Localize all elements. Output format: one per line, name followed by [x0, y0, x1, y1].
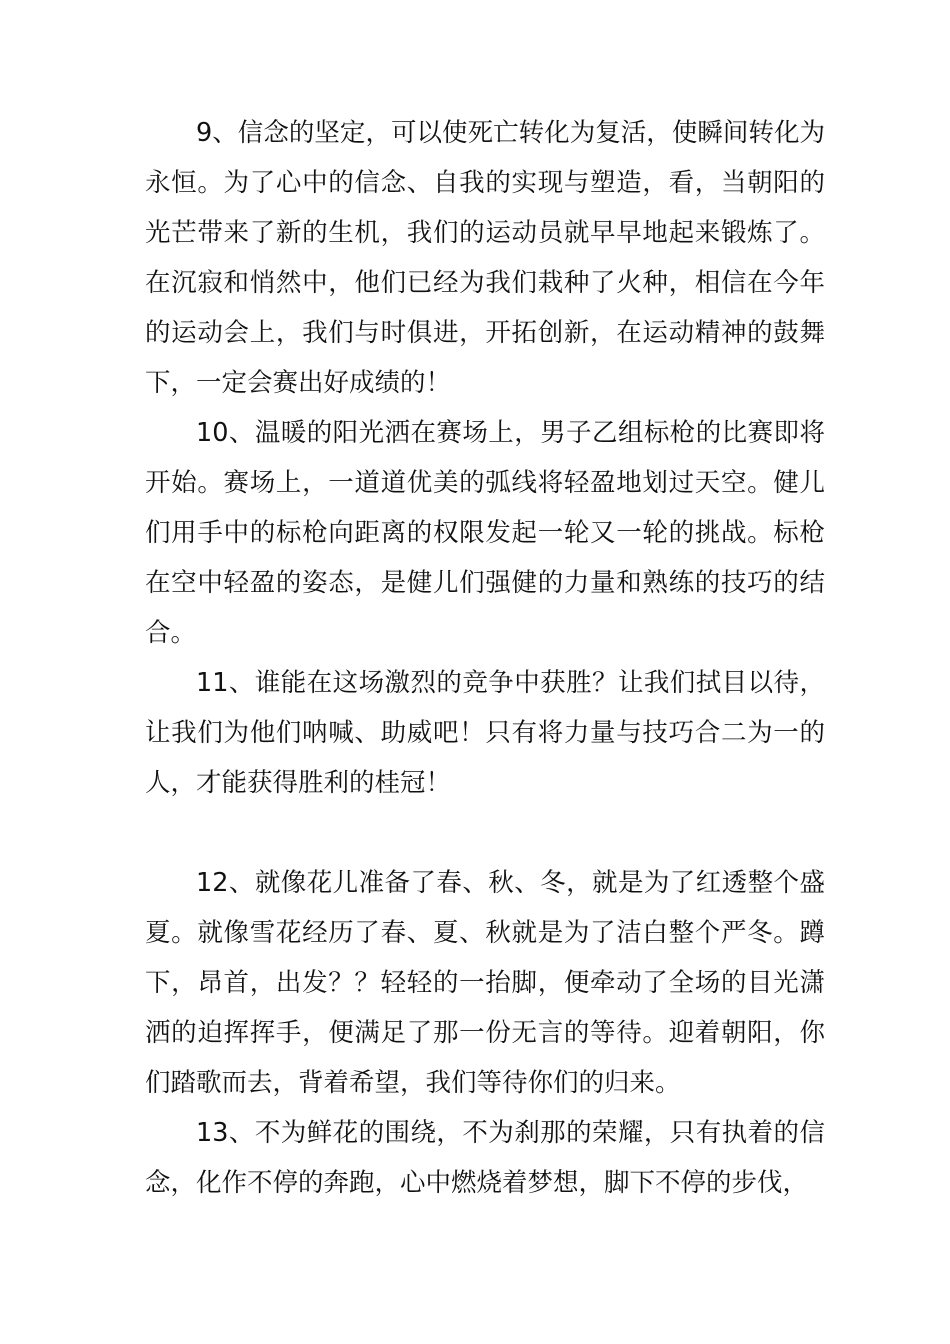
paragraph-11: 11、谁能在这场激烈的竞争中获胜？让我们拭目以待，让我们为他们呐喊、助威吧！只有将力量与技巧合二为一的人，才能获得胜利的桂冠！	[145, 668, 825, 798]
document-body	[145, 108, 825, 1208]
paragraph-12: 12、就像花儿准备了春、秋、冬，就是为了红透整个盛夏。就像雪花经历了春、夏、秋就是为了洁白整个严冬。蹲下，昂首，出发？？轻轻的一抬脚，便牵动了全场的目光潇洒的迫挥挥手，便满足了那一份无言的等待。迎着朝阳，你们踏歌而去，背着希望，我们等待你们的归来。	[145, 868, 825, 1098]
paragraph-9: 9、信念的坚定，可以使死亡转化为复活，使瞬间转化为永恒。为了心中的信念、自我的实现与塑造，看，当朝阳的光芒带来了新的生机，我们的运动员就早早地起来锻炼了。在沉寂和悄然中，他们已经为我们栽种了火种，相信在今年的运动会上，我们与时俱进，开拓创新，在运动精神的鼓舞下，一定会赛出好成绩的！	[145, 118, 825, 398]
paragraph-spacer	[145, 808, 825, 858]
paragraph-13: 13、不为鲜花的围绕，不为刹那的荣耀，只有执着的信念，化作不停的奔跑，心中燃烧着梦想，脚下不停的步伐，	[145, 1118, 825, 1198]
paragraph-10: 10、温暖的阳光洒在赛场上，男子乙组标枪的比赛即将开始。赛场上，一道道优美的弧线将轻盈地划过天空。健儿们用手中的标枪向距离的权限发起一轮又一轮的挑战。标枪在空中轻盈的姿态，是健儿们强健的力量和熟练的技巧的结合。	[145, 418, 825, 648]
